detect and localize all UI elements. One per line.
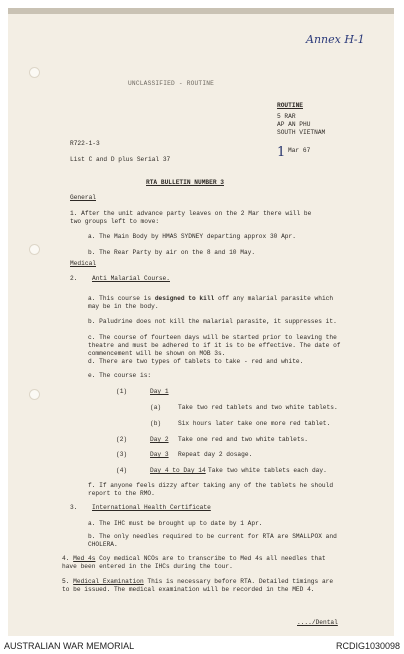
item-4-line-2: have been entered in the IHCs during the tour. [62, 563, 233, 570]
address-line: SOUTH VIETNAM [277, 129, 326, 136]
footer-source: AUSTRALIAN WAR MEMORIAL [4, 641, 135, 651]
document-sheet [8, 8, 394, 636]
course-step-text: Take two white tablets each day. [208, 467, 327, 474]
footer-id: RCDIG1030098 [335, 641, 400, 651]
course-step-day: Day 2 [150, 436, 169, 443]
item-2-title: Anti Malarial Course. [92, 275, 170, 282]
medical-item-d: d. There are two types of tablets to take - red and white. [88, 358, 304, 365]
archive-footer [0, 638, 404, 654]
date-day-handwritten: 1 [277, 145, 286, 160]
medical-item-c: theatre and must be adhered to if it is to be effective. The date of [88, 342, 341, 349]
course-step-number: (3) [116, 451, 128, 458]
medical-item-c: commencement will be shown on MOB 3s. [88, 350, 226, 357]
medical-item-c: c. The course of fourteen days will be started prior to leaving the [88, 334, 337, 341]
medical-item-f: f. If anyone feels dizzy after taking any of the tablets he should [88, 482, 334, 489]
general-item-b: b. The Rear Party by air on the 8 and 10 May. [88, 249, 256, 256]
medical-item-b: b. Paludrine does not kill the malarial parasite, it suppresses it. [88, 318, 337, 325]
punch-hole [29, 389, 40, 400]
course-step-text: Repeat day 2 dosage. [178, 451, 253, 458]
course-step-day: Day 1 [150, 388, 169, 395]
course-step-number: (2) [116, 436, 128, 443]
distribution: List C and D plus Serial 37 [70, 156, 171, 163]
item-3-title: International Health Certificate [92, 504, 211, 511]
continuation-marker: ..../Dental [297, 619, 338, 626]
course-step-day: Day 3 [150, 451, 169, 458]
punch-hole [29, 244, 40, 255]
bulletin-title: RTA BULLETIN NUMBER 3 [146, 179, 224, 186]
handwritten-annotation: Annex H-1 [306, 33, 365, 46]
section-heading-general: General [70, 194, 96, 201]
faded-classification-header: UNCLASSIFIED - ROUTINE [128, 80, 215, 87]
health-item-b: CHOLERA. [88, 541, 118, 548]
general-item-a: a. The Main Body by HMAS SYDNEY departing approx 30 Apr. [88, 233, 296, 240]
address-line: 5 RAR [277, 113, 296, 120]
general-para-1: two groups left to move: [70, 218, 160, 225]
course-step-number: (1) [116, 388, 128, 395]
scan-edge-band [8, 8, 394, 14]
section-heading-medical: Medical [70, 260, 96, 267]
medical-item-e: e. The course is: [88, 372, 152, 379]
health-item-a: a. The IHC must be brought up to date by 1 Apr. [88, 520, 263, 527]
course-sub-text: Six hours later take one more red tablet. [178, 420, 331, 427]
course-sub-text: Take two red tablets and two white tablets. [178, 404, 338, 411]
item-2-number: 2. [70, 275, 78, 282]
medical-item-a: a. This course is designed to kill off any malarial parasite which [88, 295, 334, 302]
item-4: 4. Med 4s Coy medical NCOs are to transcribe to Med 4s all needles that [62, 555, 326, 562]
course-step-day: Day 4 to Day 14 [150, 467, 206, 474]
course-sub-label: (a) [150, 404, 162, 411]
date-month: Mar 67 [288, 147, 311, 154]
course-step-text: Take one red and two white tablets. [178, 436, 308, 443]
address-line: AP AN PHU [277, 121, 311, 128]
item-5-line-2: to be issued. The medical examination will be recorded in the MED 4. [62, 586, 315, 593]
medical-item-a: may be in the body. [88, 303, 159, 310]
file-reference: R722-1-3 [70, 140, 100, 147]
item-5: 5. Medical Examination This is necessary before RTA. Detailed timings are [62, 578, 334, 585]
general-para-1: 1. After the unit advance party leaves on the 2 Mar there will be [70, 210, 312, 217]
medical-item-f: report to the RMO. [88, 490, 155, 497]
routine-label: ROUTINE [277, 102, 303, 109]
course-step-number: (4) [116, 467, 128, 474]
health-item-b: b. The only needles required to be current for RTA are SMALLPOX and [88, 533, 337, 540]
course-sub-label: (b) [150, 420, 162, 427]
item-3-number: 3. [70, 504, 78, 511]
punch-hole [29, 67, 40, 78]
